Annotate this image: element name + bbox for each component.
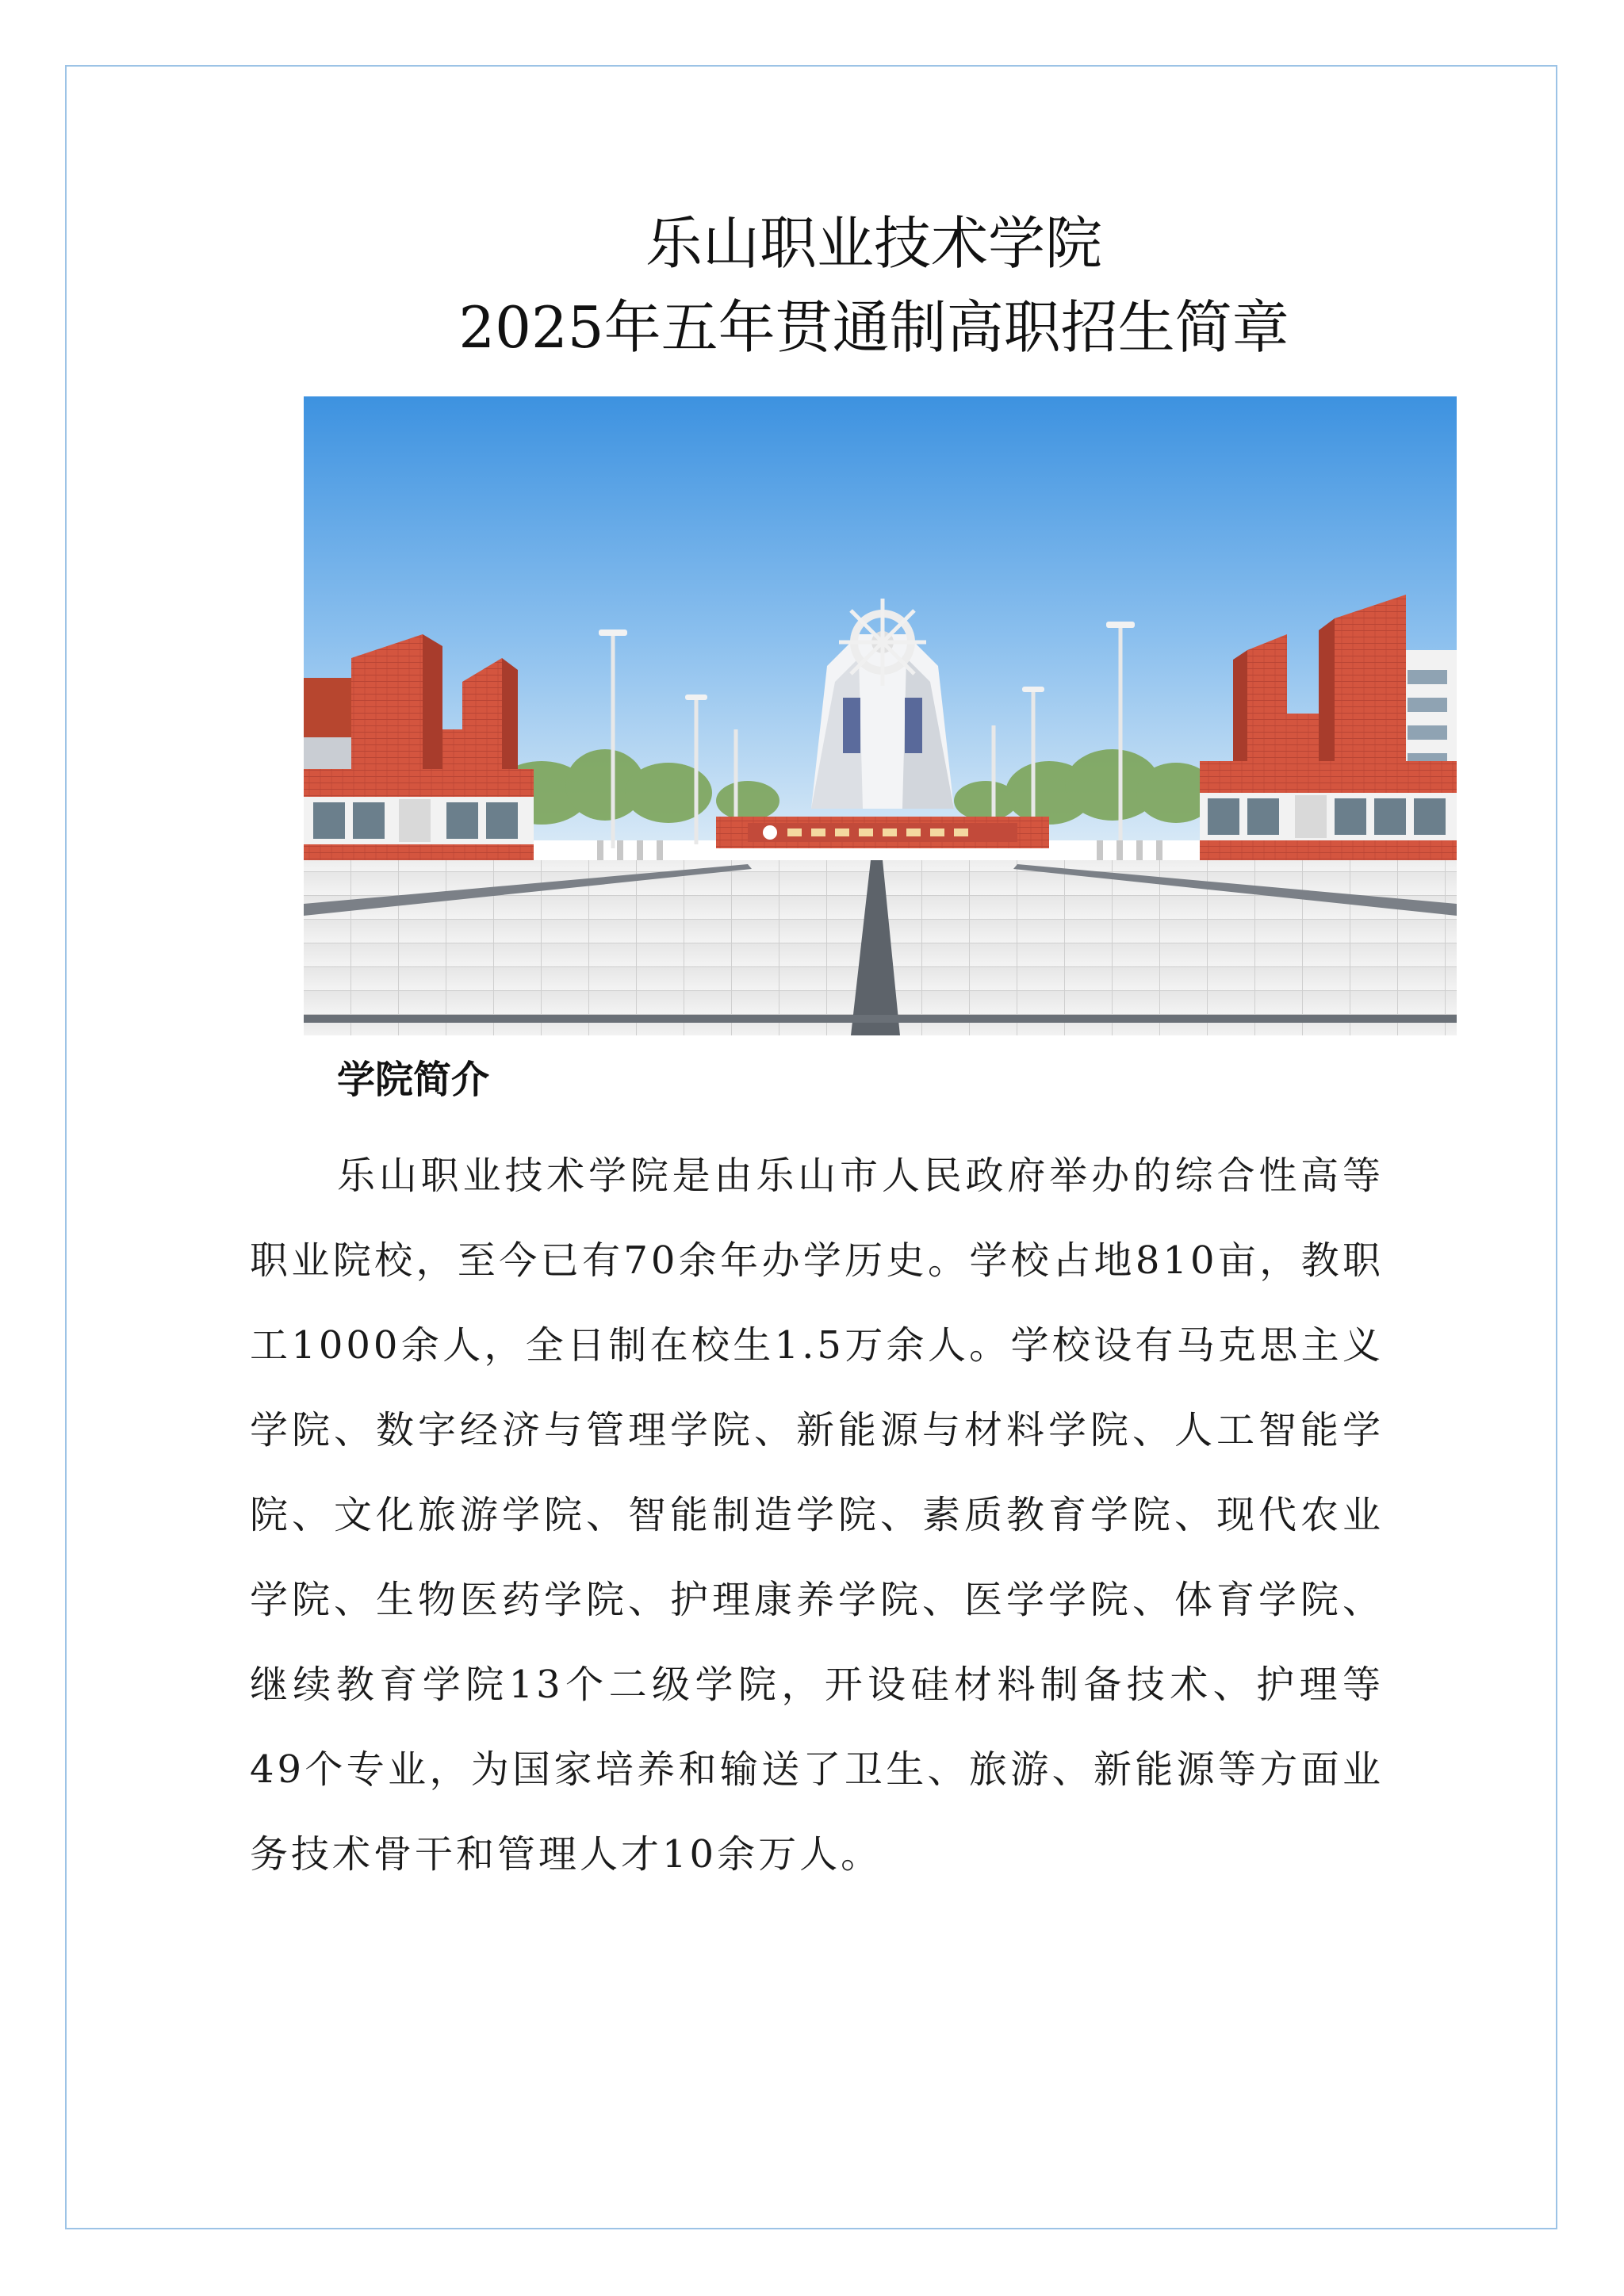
campus-gate-photo — [304, 396, 1457, 1035]
document-subtitle: 2025年五年贯通制高职招生简章 — [458, 294, 1289, 361]
document-title: 乐山职业技术学院 — [645, 210, 1102, 277]
intro-paragraph: 乐山职业技术学院是由乐山市人民政府举办的综合性高等职业院校，至今已有70余年办学历史。学校占地810亩，教职工1000余人，全日制在校生1.5万余人。学校设有马克思主义学院、数字经济与管理学院、新能源与材料学院、人工智能学院、文化旅游学院、智能制造学院、素质教育学院、现代农业学院、生物医药学院、护理康养学院、医学学院、体育学院、继续教育学院13个二级学院，开设硅材料制备技术、护理等49个专业，为国家培养和输送了卫生、旅游、新能源等方面业务技术骨干和管理人才10余万人。 — [250, 1154, 1384, 1877]
section-heading: 学院简介 — [337, 1058, 490, 1102]
